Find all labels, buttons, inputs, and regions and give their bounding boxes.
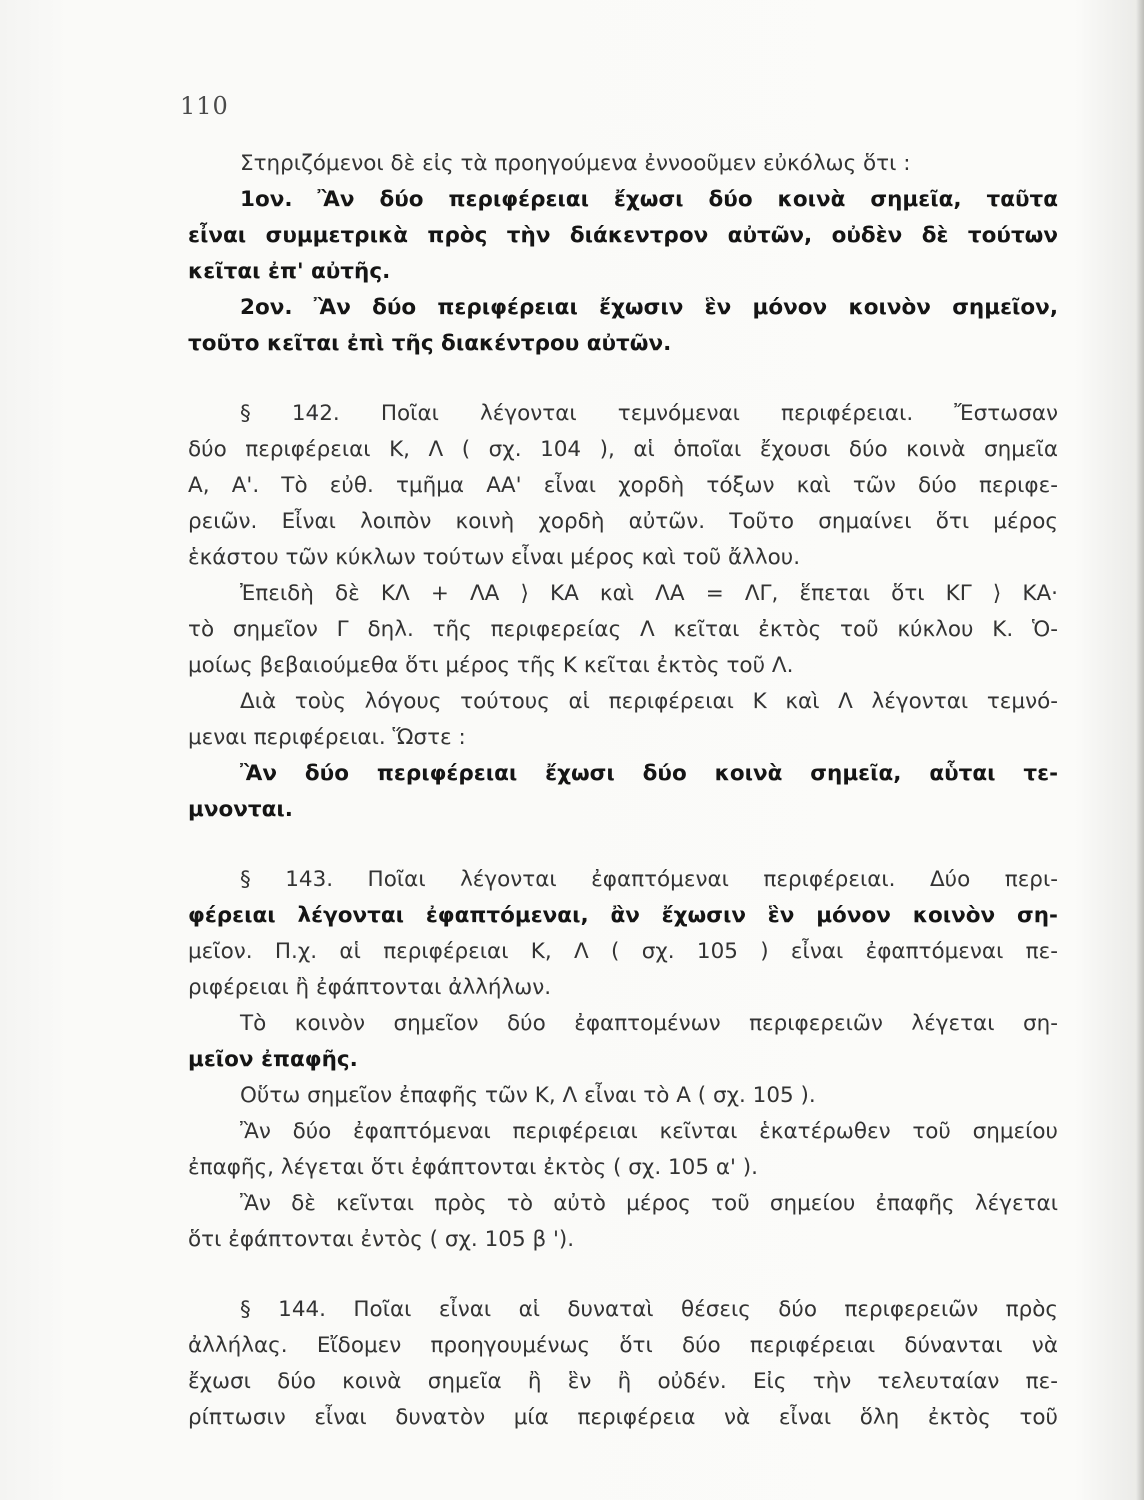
text-line: μνονται. [188,797,293,822]
text-line: Α, Α'. Τὸ εὐθ. τμῆμα ΑΑ' εἶναι χορδὴ τόξων καὶ τῶν δύο περιφε- [188,473,1058,498]
text-line: ἀλλήλας. Εἴδομεν προηγουμένως ὅτι δύο περιφέρειαι δύνανται νὰ [188,1333,1058,1358]
page-edge-shadow [1136,0,1144,1500]
text-line: Ἂν δύο περιφέρειαι ἔχωσι δύο κοινὰ σημεῖα, αὗται τε- [240,761,1058,786]
page-text-body [188,146,1058,1436]
text-line: ἔχωσι δύο κοινὰ σημεῖα ἢ ἓν ἢ οὐδέν. Εἰς τὴν τελευταίαν πε- [188,1369,1058,1394]
text-line: ριφέρειαι ἢ ἐφάπτονται ἀλλήλων. [188,975,552,1000]
text-line: μεῖον. Π.χ. αἱ περιφέρειαι Κ, Λ ( σχ. 105 ) εἶναι ἐφαπτόμεναι πε- [188,939,1058,964]
text-line: ἐπαφῆς, λέγεται ὅτι ἐφάπτονται ἐκτὸς ( σχ. 105 α' ). [188,1155,759,1180]
text-line: δύο περιφέρειαι Κ, Λ ( σχ. 104 ), αἱ ὁποῖαι ἔχουσι δύο κοινὰ σημεῖα [188,437,1058,462]
text-line: μεῖον ἐπαφῆς. [188,1047,358,1072]
text-line: 2ον. Ἂν δύο περιφέρειαι ἔχωσιν ἓν μόνον κοινὸν σημεῖον, [240,295,1058,320]
text-line: τὸ σημεῖον Γ δηλ. τῆς περιφερείας Λ κεῖται ἐκτὸς τοῦ κύκλου Κ. Ὁ- [188,617,1058,642]
text-line: ρίπτωσιν εἶναι δυνατὸν μία περιφέρεια νὰ εἶναι ὅλη ἐκτὸς τοῦ [188,1405,1058,1430]
text-line: Τὸ κοινὸν σημεῖον δύο ἐφαπτομένων περιφερειῶν λέγεται ση- [240,1011,1058,1036]
text-line: ρειῶν. Εἶναι λοιπὸν κοινὴ χορδὴ αὐτῶν. Τοῦτο σημαίνει ὅτι μέρος [188,509,1058,534]
paragraph-gap [188,1258,1058,1292]
text-line: φέρειαι λέγονται ἐφαπτόμεναι, ἂν ἔχωσιν ἓν μόνον κοινὸν ση- [188,903,1058,928]
text-line: τοῦτο κεῖται ἐπὶ τῆς διακέντρου αὐτῶν. [188,331,672,356]
text-line: ἑκάστου τῶν κύκλων τούτων εἶναι μέρος καὶ τοῦ ἄλλου. [188,545,801,570]
text-line: Διὰ τοὺς λόγους τούτους αἱ περιφέρειαι Κ καὶ Λ λέγονται τεμνό- [240,689,1058,714]
paragraph-gap [188,828,1058,862]
text-line: Οὕτω σημεῖον ἐπαφῆς τῶν Κ, Λ εἶναι τὸ Α ( σχ. 105 ). [240,1083,816,1108]
text-line: εἶναι συμμετρικὰ πρὸς τὴν διάκεντρον αὐτῶν, οὐδὲν δὲ τούτων [188,223,1058,248]
text-line: ὅτι ἐφάπτονται ἐντὸς ( σχ. 105 β '). [188,1227,575,1252]
text-line: 1ον. Ἂν δύο περιφέρειαι ἔχωσι δύο κοινὰ σημεῖα, ταῦτα [240,187,1058,212]
paragraph-gap [188,362,1058,396]
text-line: μεναι περιφέρειαι. Ὥστε : [188,725,466,750]
text-line: Ἂν δύο ἐφαπτόμεναι περιφέρειαι κεῖνται ἑκατέρωθεν τοῦ σημείου [240,1119,1058,1144]
text-line: § 144. Ποῖαι εἶναι αἱ δυναταὶ θέσεις δύο περιφερειῶν πρὸς [240,1297,1058,1322]
page-number: 110 [180,92,229,120]
text-line: Ἐπειδὴ δὲ ΚΛ + ΛΑ ⟩ ΚΑ καὶ ΛΑ = ΛΓ, ἕπεται ὅτι ΚΓ ⟩ ΚΑ· [240,581,1058,606]
text-line: μοίως βεβαιούμεθα ὅτι μέρος τῆς Κ κεῖται ἐκτὸς τοῦ Λ. [188,653,794,678]
text-line: § 142. Ποῖαι λέγονται τεμνόμεναι περιφέρειαι. Ἔστωσαν [240,401,1058,426]
text-line: κεῖται ἐπ' αὐτῆς. [188,259,391,284]
text-line: § 143. Ποῖαι λέγονται ἐφαπτόμεναι περιφέρειαι. Δύο περι- [240,867,1058,892]
text-line: Στηριζόμενοι δὲ εἰς τὰ προηγούμενα ἐννοοῦμεν εὐκόλως ὅτι : [240,151,911,176]
text-line: Ἂν δὲ κεῖνται πρὸς τὸ αὐτὸ μέρος τοῦ σημείου ἐπαφῆς λέγεται [240,1191,1058,1216]
